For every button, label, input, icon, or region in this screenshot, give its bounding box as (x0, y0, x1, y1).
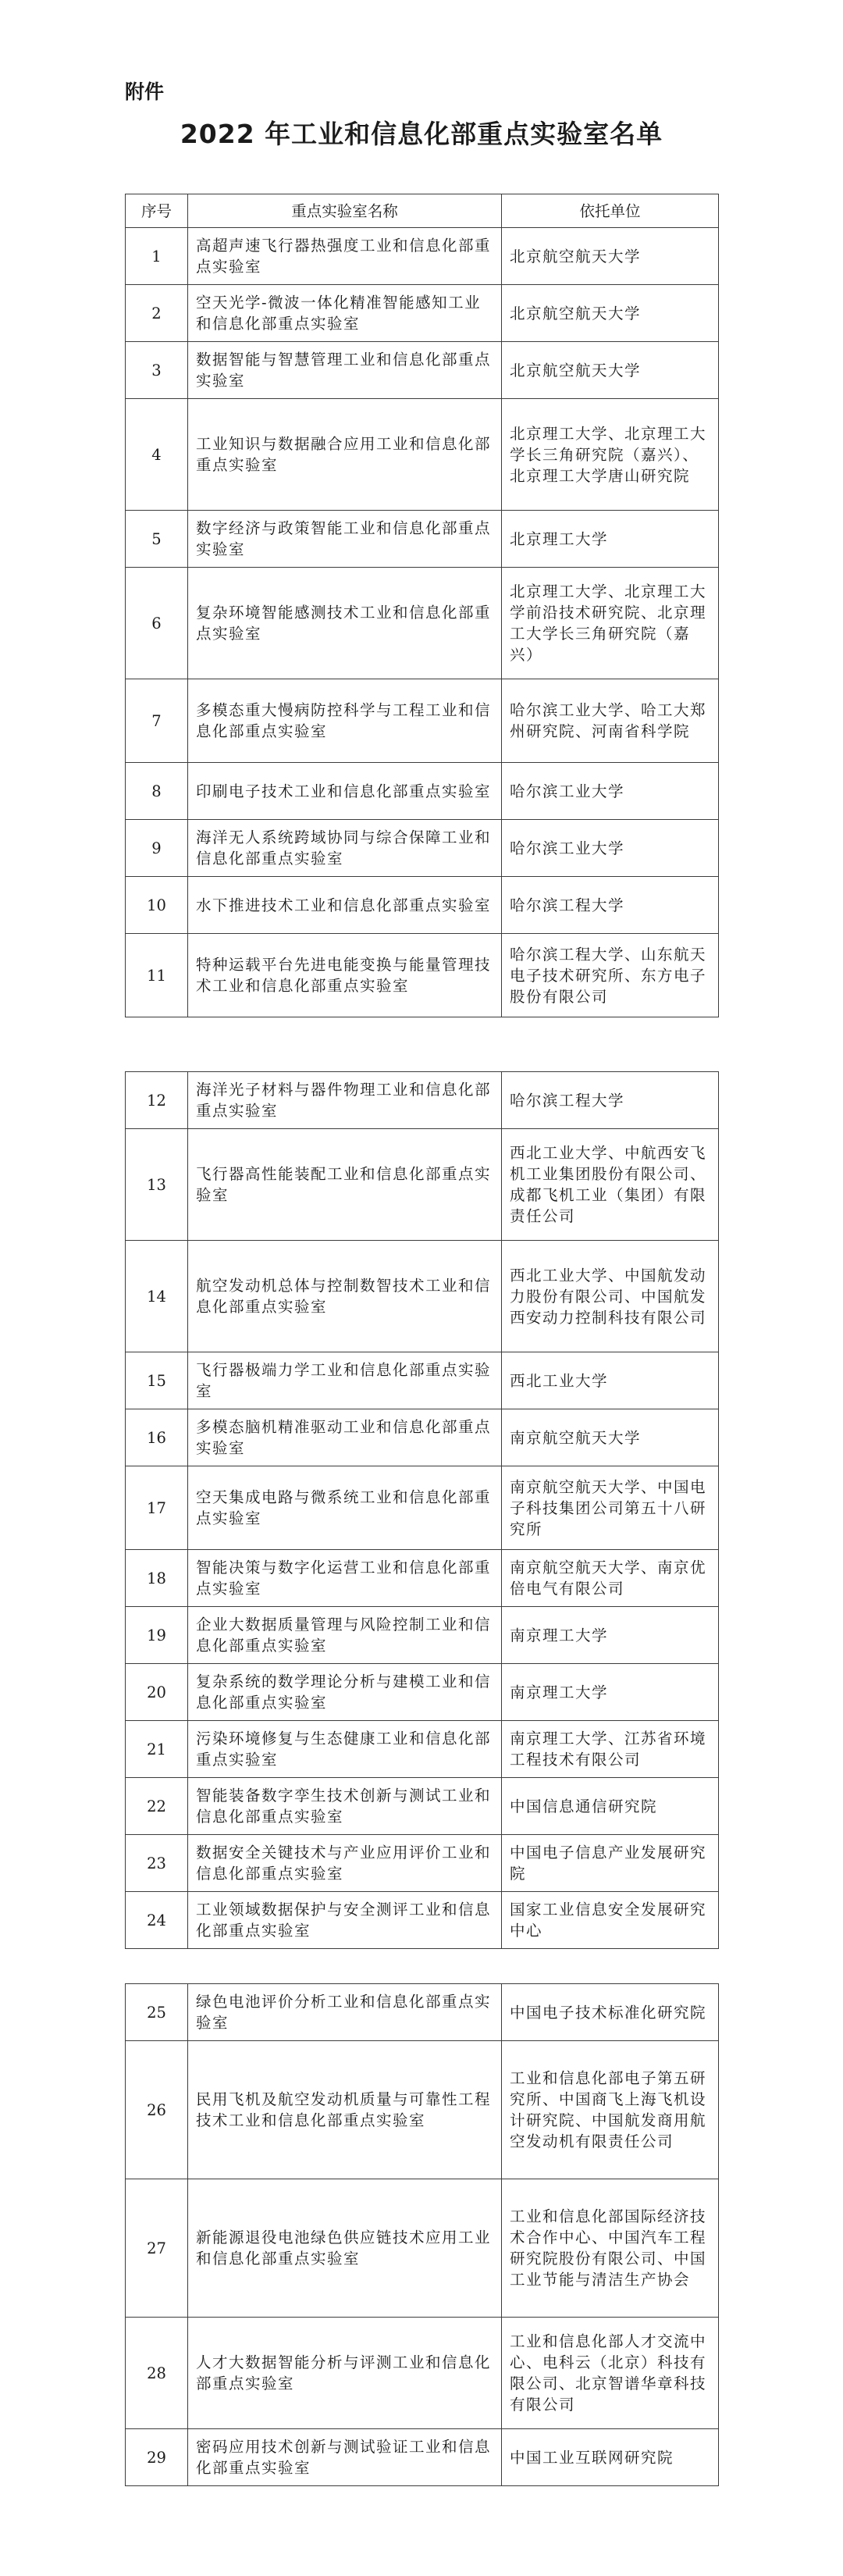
host-org-cell: 哈尔滨工业大学、哈工大郑州研究院、河南省科学院 (502, 679, 719, 763)
header-lab-name: 重点实验室名称 (188, 194, 502, 228)
host-org-cell: 哈尔滨工程大学 (502, 1072, 719, 1129)
lab-name-cell: 水下推进技术工业和信息化部重点实验室 (188, 877, 502, 934)
lab-name-cell: 密码应用技术创新与测试验证工业和信息化部重点实验室 (188, 2429, 502, 2486)
lab-name-cell: 人才大数据智能分析与评测工业和信息化部重点实验室 (188, 2318, 502, 2429)
lab-name-cell: 高超声速飞行器热强度工业和信息化部重点实验室 (188, 228, 502, 285)
host-org-cell: 北京理工大学 (502, 511, 719, 568)
host-org-cell: 南京航空航天大学、中国电子科技集团公司第五十八研究所 (502, 1466, 719, 1550)
row-number: 2 (126, 285, 188, 342)
table-row (126, 820, 719, 877)
table-row (126, 1721, 719, 1778)
row-number: 19 (126, 1607, 188, 1664)
table-row (126, 1072, 719, 1129)
row-number: 15 (126, 1352, 188, 1409)
row-number: 26 (126, 2041, 188, 2179)
table-row (126, 1778, 719, 1835)
host-org-cell: 国家工业信息安全发展研究中心 (502, 1892, 719, 1949)
lab-name-cell: 多模态重大慢病防控科学与工程工业和信息化部重点实验室 (188, 679, 502, 763)
row-number: 4 (126, 399, 188, 511)
table-row (126, 568, 719, 679)
table-row (126, 877, 719, 934)
lab-name-cell: 工业知识与数据融合应用工业和信息化部重点实验室 (188, 399, 502, 511)
lab-name-cell: 复杂系统的数学理论分析与建模工业和信息化部重点实验室 (188, 1664, 502, 1721)
row-number: 29 (126, 2429, 188, 2486)
table-row (126, 2318, 719, 2429)
row-number: 9 (126, 820, 188, 877)
host-org-cell: 西北工业大学 (502, 1352, 719, 1409)
table-row (126, 1984, 719, 2041)
host-org-cell: 中国工业互联网研究院 (502, 2429, 719, 2486)
lab-name-cell: 污染环境修复与生态健康工业和信息化部重点实验室 (188, 1721, 502, 1778)
table-row (126, 511, 719, 568)
lab-name-cell: 特种运载平台先进电能变换与能量管理技术工业和信息化部重点实验室 (188, 934, 502, 1017)
host-org-cell: 南京航空航天大学 (502, 1409, 719, 1466)
host-org-cell: 工业和信息化部电子第五研究所、中国商飞上海飞机设计研究院、中国航发商用航空发动机有限责任公司 (502, 2041, 719, 2179)
header-host-org: 依托单位 (502, 194, 719, 228)
lab-name-cell: 数据安全关键技术与产业应用评价工业和信息化部重点实验室 (188, 1835, 502, 1892)
row-number: 18 (126, 1550, 188, 1607)
lab-name-cell: 飞行器极端力学工业和信息化部重点实验室 (188, 1352, 502, 1409)
table-row (126, 342, 719, 399)
header-no: 序号 (126, 194, 188, 228)
lab-name-cell: 民用飞机及航空发动机质量与可靠性工程技术工业和信息化部重点实验室 (188, 2041, 502, 2179)
table-row (126, 2429, 719, 2486)
host-org-cell: 北京航空航天大学 (502, 228, 719, 285)
table-row (126, 1466, 719, 1550)
row-number: 17 (126, 1466, 188, 1550)
host-org-cell: 南京理工大学 (502, 1607, 719, 1664)
host-org-cell: 西北工业大学、中航西安飞机工业集团股份有限公司、成都飞机工业（集团）有限责任公司 (502, 1129, 719, 1241)
host-org-cell: 哈尔滨工业大学 (502, 820, 719, 877)
lab-name-cell: 海洋无人系统跨域协同与综合保障工业和信息化部重点实验室 (188, 820, 502, 877)
lab-name-cell: 工业领域数据保护与安全测评工业和信息化部重点实验室 (188, 1892, 502, 1949)
host-org-cell: 工业和信息化部国际经济技术合作中心、中国汽车工程研究院股份有限公司、中国工业节能与清洁生产协会 (502, 2179, 719, 2318)
host-org-cell: 北京航空航天大学 (502, 285, 719, 342)
host-org-cell: 中国电子技术标准化研究院 (502, 1984, 719, 2041)
row-number: 25 (126, 1984, 188, 2041)
row-number: 6 (126, 568, 188, 679)
host-org-cell: 西北工业大学、中国航发动力股份有限公司、中国航发西安动力控制科技有限公司 (502, 1241, 719, 1352)
lab-table-page-2 (125, 1071, 718, 1949)
row-number: 27 (126, 2179, 188, 2318)
table-row (126, 1892, 719, 1949)
lab-table-page-1 (125, 194, 718, 1017)
table-row (126, 1550, 719, 1607)
table-row (126, 1241, 719, 1352)
row-number: 22 (126, 1778, 188, 1835)
host-org-cell: 北京理工大学、北京理工大学前沿技术研究院、北京理工大学长三角研究院（嘉兴） (502, 568, 719, 679)
row-number: 23 (126, 1835, 188, 1892)
table-row (126, 934, 719, 1017)
host-org-cell: 中国信息通信研究院 (502, 1778, 719, 1835)
row-number: 12 (126, 1072, 188, 1129)
table-header-row (126, 194, 719, 228)
row-number: 16 (126, 1409, 188, 1466)
lab-name-cell: 多模态脑机精准驱动工业和信息化部重点实验室 (188, 1409, 502, 1466)
lab-name-cell: 空天光学-微波一体化精准智能感知工业和信息化部重点实验室 (188, 285, 502, 342)
row-number: 7 (126, 679, 188, 763)
host-org-cell: 南京理工大学 (502, 1664, 719, 1721)
table-row (126, 228, 719, 285)
row-number: 14 (126, 1241, 188, 1352)
row-number: 20 (126, 1664, 188, 1721)
lab-name-cell: 海洋光子材料与器件物理工业和信息化部重点实验室 (188, 1072, 502, 1129)
lab-name-cell: 绿色电池评价分析工业和信息化部重点实验室 (188, 1984, 502, 2041)
table-row (126, 679, 719, 763)
table-row (126, 1664, 719, 1721)
lab-name-cell: 数字经济与政策智能工业和信息化部重点实验室 (188, 511, 502, 568)
table-row (126, 1409, 719, 1466)
host-org-cell: 北京航空航天大学 (502, 342, 719, 399)
table-row (126, 1129, 719, 1241)
lab-name-cell: 智能决策与数字化运营工业和信息化部重点实验室 (188, 1550, 502, 1607)
row-number: 28 (126, 2318, 188, 2429)
lab-name-cell: 企业大数据质量管理与风险控制工业和信息化部重点实验室 (188, 1607, 502, 1664)
lab-name-cell: 智能装备数字孪生技术创新与测试工业和信息化部重点实验室 (188, 1778, 502, 1835)
table-row (126, 399, 719, 511)
table-row (126, 2179, 719, 2318)
row-number: 13 (126, 1129, 188, 1241)
row-number: 5 (126, 511, 188, 568)
row-number: 24 (126, 1892, 188, 1949)
table-row (126, 763, 719, 820)
host-org-cell: 中国电子信息产业发展研究院 (502, 1835, 719, 1892)
lab-name-cell: 印刷电子技术工业和信息化部重点实验室 (188, 763, 502, 820)
lab-name-cell: 航空发动机总体与控制数智技术工业和信息化部重点实验室 (188, 1241, 502, 1352)
host-org-cell: 哈尔滨工程大学 (502, 877, 719, 934)
host-org-cell: 北京理工大学、北京理工大学长三角研究院（嘉兴）、北京理工大学唐山研究院 (502, 399, 719, 511)
lab-name-cell: 飞行器高性能装配工业和信息化部重点实验室 (188, 1129, 502, 1241)
host-org-cell: 南京航空航天大学、南京优倍电气有限公司 (502, 1550, 719, 1607)
table-row (126, 1607, 719, 1664)
lab-name-cell: 新能源退役电池绿色供应链技术应用工业和信息化部重点实验室 (188, 2179, 502, 2318)
host-org-cell: 工业和信息化部人才交流中心、电科云（北京）科技有限公司、北京智谱华章科技有限公司 (502, 2318, 719, 2429)
row-number: 1 (126, 228, 188, 285)
attachment-label: 附件 (125, 80, 165, 103)
table-row (126, 285, 719, 342)
row-number: 10 (126, 877, 188, 934)
row-number: 11 (126, 934, 188, 1017)
row-number: 21 (126, 1721, 188, 1778)
row-number: 8 (126, 763, 188, 820)
host-org-cell: 南京理工大学、江苏省环境工程技术有限公司 (502, 1721, 719, 1778)
table-row (126, 1835, 719, 1892)
host-org-cell: 哈尔滨工业大学 (502, 763, 719, 820)
document-title: 2022 年工业和信息化部重点实验室名单 (180, 119, 663, 149)
lab-table-page-3 (125, 1983, 718, 2486)
row-number: 3 (126, 342, 188, 399)
lab-name-cell: 数据智能与智慧管理工业和信息化部重点实验室 (188, 342, 502, 399)
table-row (126, 1352, 719, 1409)
lab-name-cell: 复杂环境智能感测技术工业和信息化部重点实验室 (188, 568, 502, 679)
lab-name-cell: 空天集成电路与微系统工业和信息化部重点实验室 (188, 1466, 502, 1550)
host-org-cell: 哈尔滨工程大学、山东航天电子技术研究所、东方电子股份有限公司 (502, 934, 719, 1017)
table-row (126, 2041, 719, 2179)
